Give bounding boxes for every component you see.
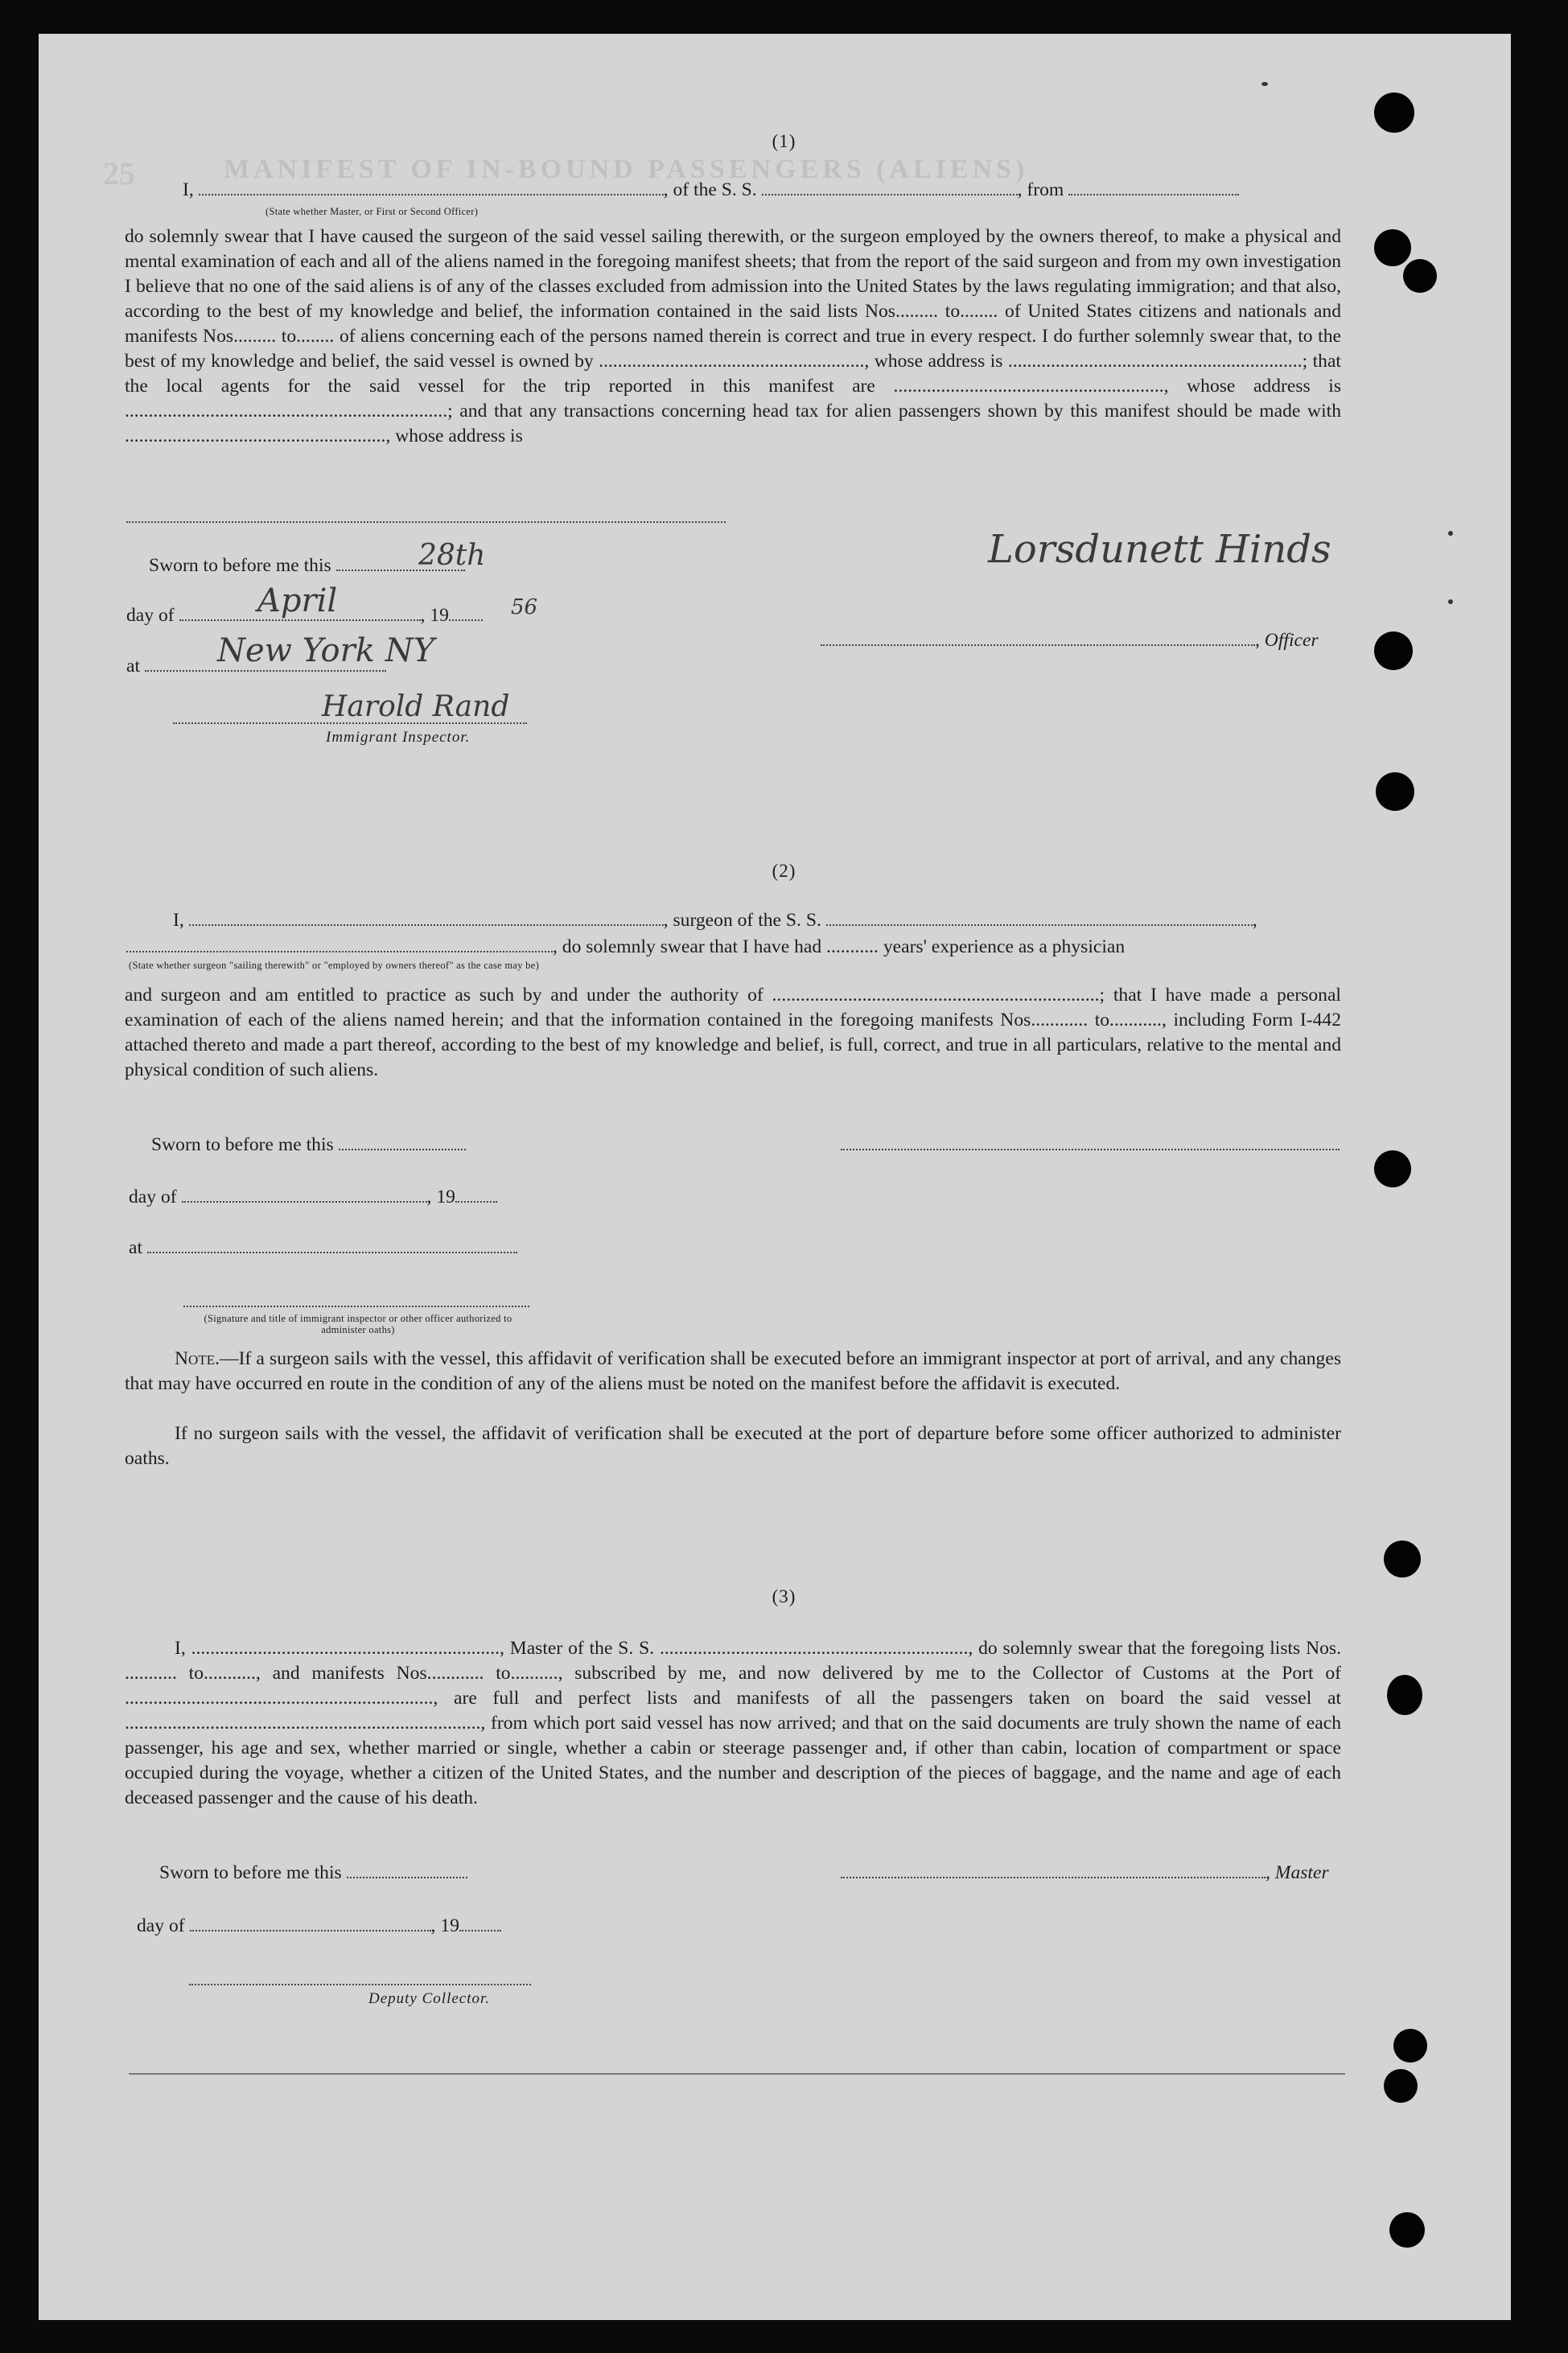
from-port-field: [1068, 194, 1239, 195]
sworn-day-field: [339, 1149, 466, 1150]
of-the-ss: , of the S. S.: [663, 179, 757, 200]
section-1-number: (1): [772, 131, 796, 151]
officer-name-field: [199, 194, 664, 195]
section-2-body: and surgeon and am entitled to practice as such by and under the authority of .....................................................................; that I have made a personal examination of each of the aliens named herein; and that the information contained in the foregoing manifests Nos............ to..........., including Form I-442 attached thereto and made a part thereof, according to the best of my knowledge and belief, is full, correct, and true in all particulars, relative to the mental and physical condition of such aliens.: [125, 985, 1341, 1080]
punch-hole: [1384, 1541, 1421, 1578]
officer-caption: (State whether Master, or First or Second Officer): [265, 206, 479, 217]
punch-hole: [1393, 2029, 1427, 2063]
surgeon-caption: (State whether surgeon "sailing therewith" or "employed by owners thereof" as the case may be): [129, 960, 540, 971]
collector-signature-field: [189, 1984, 531, 1985]
inspector-caption: Immigrant Inspector.: [326, 729, 471, 746]
day-of-label: day of: [129, 1187, 177, 1207]
signature-field: [183, 1306, 529, 1307]
experience-statement: , do solemnly swear that I have had ........... years' experience as a physician: [553, 936, 1126, 957]
year-prefix: , 19: [430, 1915, 459, 1936]
day-of-line-3: [137, 1915, 501, 1937]
section-2-line-2: [126, 936, 1125, 958]
blank-line-after-body: [126, 507, 726, 529]
master-caption: , Master: [1266, 1862, 1329, 1883]
year-handwriting: 56: [511, 595, 538, 619]
day-of-label: day of: [137, 1915, 185, 1936]
surgeon-signature-line: [841, 1134, 1340, 1156]
day-of-line-2: [129, 1187, 497, 1208]
punch-hole: [1384, 2069, 1418, 2103]
officer-signature-field: [821, 644, 1255, 646]
paper-speck: [1261, 82, 1268, 86]
section-1-line-1: [183, 179, 1239, 201]
oath-i: I,: [173, 910, 184, 931]
year-field: [455, 1201, 497, 1203]
inspector-signature: Harold Rand: [322, 690, 510, 723]
day-of-label: day of: [126, 605, 175, 626]
surgeon-signature-field: [841, 1149, 1340, 1150]
punch-hole: [1403, 259, 1437, 293]
paper-speck: [1448, 599, 1453, 604]
note-label: Note.: [175, 1348, 220, 1369]
month-field: [190, 1930, 431, 1931]
punch-hole: [1374, 631, 1413, 670]
sworn-day-field: [347, 1877, 467, 1878]
month-field: [179, 619, 421, 621]
sworn-label: Sworn to before me this: [151, 1134, 334, 1155]
place-field: [145, 670, 386, 672]
year-field: [459, 1930, 501, 1931]
collector-caption: Deputy Collector.: [368, 1990, 491, 2007]
master-signature-field: [841, 1877, 1266, 1878]
from-label: , from: [1017, 179, 1064, 200]
note-text-1: —If a surgeon sails with the vessel, this affidavit of verification shall be executed before an immigrant inspector at port of arrival, and any changes that may have occurred en route in the condition of any of the aliens must be noted on the manifest before the affidavit is executed.: [125, 1348, 1341, 1394]
oath-i: I,: [183, 179, 194, 200]
year-prefix: , 19: [426, 1187, 455, 1207]
section-3-body: I, ................................................................., Master of the S. S. ................................................................., do solemnly swear that the foregoing lists Nos. ........... to..........., and manifests Nos............ to.........., subscribed by me, and now delivered by me to the Collector of Customs at the Port of ................................................................., are full and perfect lists and manifests of all the passengers taken on board the said vessel at ..........................................................................., from which port said vessel has now arrived; and that on the said documents are truly shown the name of each passenger, his age and sex, whether married or single, whether a cabin or steerage passenger and, if other than cabin, location of compartment or space occupied during the voyage, whether a citizen of the United States, and the number and description of the pieces of baggage, and the name and age of each deceased passenger and the cause of his death.: [125, 1638, 1341, 1808]
punch-hole: [1374, 1150, 1411, 1187]
at-label: at: [126, 656, 141, 677]
at-line-2: [129, 1237, 517, 1259]
vessel-name-field: [762, 194, 1018, 195]
paper-speck: [1448, 531, 1453, 536]
year-field: [449, 619, 483, 621]
section-2-line-1: I, , surgeon of the S. S. ,: [173, 910, 1257, 931]
punch-hole: [1374, 93, 1414, 133]
vessel-name-field: [826, 924, 1253, 926]
inspector-signature-line-2: [183, 1291, 529, 1313]
note-paragraph-1: [125, 1347, 1341, 1397]
punch-hole: [1389, 2212, 1425, 2248]
punch-hole: [1374, 229, 1411, 266]
officer-signature: Lorsdunett Hinds: [988, 527, 1331, 572]
sworn-line-2: [151, 1134, 466, 1156]
surgeon-type-field: [126, 951, 553, 952]
at-label: at: [129, 1237, 143, 1258]
place-handwriting: New York NY: [217, 632, 435, 669]
sworn-line-1: [149, 555, 465, 577]
note-paragraph-2: [125, 1421, 1341, 1471]
surgeon-name-field: [189, 924, 664, 926]
address-continuation-field: [126, 521, 726, 523]
month-field: [182, 1201, 427, 1203]
sworn-label: Sworn to before me this: [159, 1862, 342, 1883]
punch-hole: [1376, 772, 1414, 811]
year-prefix: , 19: [420, 605, 449, 626]
officer-line: [821, 630, 1319, 652]
month-handwriting: April: [257, 582, 338, 619]
section-3-number: (3): [772, 1586, 796, 1606]
faint-page-number: 25: [103, 155, 135, 191]
surgeon-of-ss: , surgeon of the S. S.: [663, 910, 821, 931]
sworn-day-handwriting: 28th: [418, 539, 486, 572]
punch-hole: [1387, 1675, 1422, 1715]
sworn-line-3: [159, 1862, 467, 1884]
section-2-number: (2): [772, 861, 796, 881]
officer-caption-label: , Officer: [1255, 630, 1319, 651]
bottom-rule: [129, 2073, 1345, 2075]
note-text-2: If no surgeon sails with the vessel, the affidavit of verification shall be executed at the port of departure before some officer authorized to administer oaths.: [125, 1423, 1341, 1469]
master-signature-line: [841, 1862, 1329, 1884]
faint-header-bleedthrough: MANIFEST OF IN-BOUND PASSENGERS (ALIENS): [224, 154, 1029, 184]
section-1-body: do solemnly swear that I have caused the surgeon of the said vessel sailing therewith, or the surgeon employed by the owners thereof, to make a physical and mental examination of each and all of the aliens named in the foregoing manifest sheets; that from the report of the said surgeon and from my own investigation I believe that no one of the said aliens is of any of the classes excluded from admission into the United States by the laws regulating immigration; and that also, according to the best of my knowledge and belief, the information contained in the said lists Nos......... to........ of United States citizens and nationals and manifests Nos......... to........ of aliens concerning each of the persons named therein is correct and true in every respect. I do further solemnly swear that, to the best of my knowledge and belief, the said vessel is owned by ........................................................, whose address is ..............................................................; that the local agents for the said vessel for the trip reported in this manifest are ........................................................., whose address is ....................................................................; and that any transactions concerning head tax for alien passengers shown by this manifest should be made with ......................................................., whose address is: [125, 226, 1341, 446]
signature-caption: (Signature and title of immigrant inspector or other officer authorized to administer oaths): [204, 1313, 512, 1335]
sworn-label: Sworn to before me this: [149, 555, 331, 576]
place-field: [147, 1252, 517, 1253]
collector-signature-line: [189, 1969, 531, 1991]
